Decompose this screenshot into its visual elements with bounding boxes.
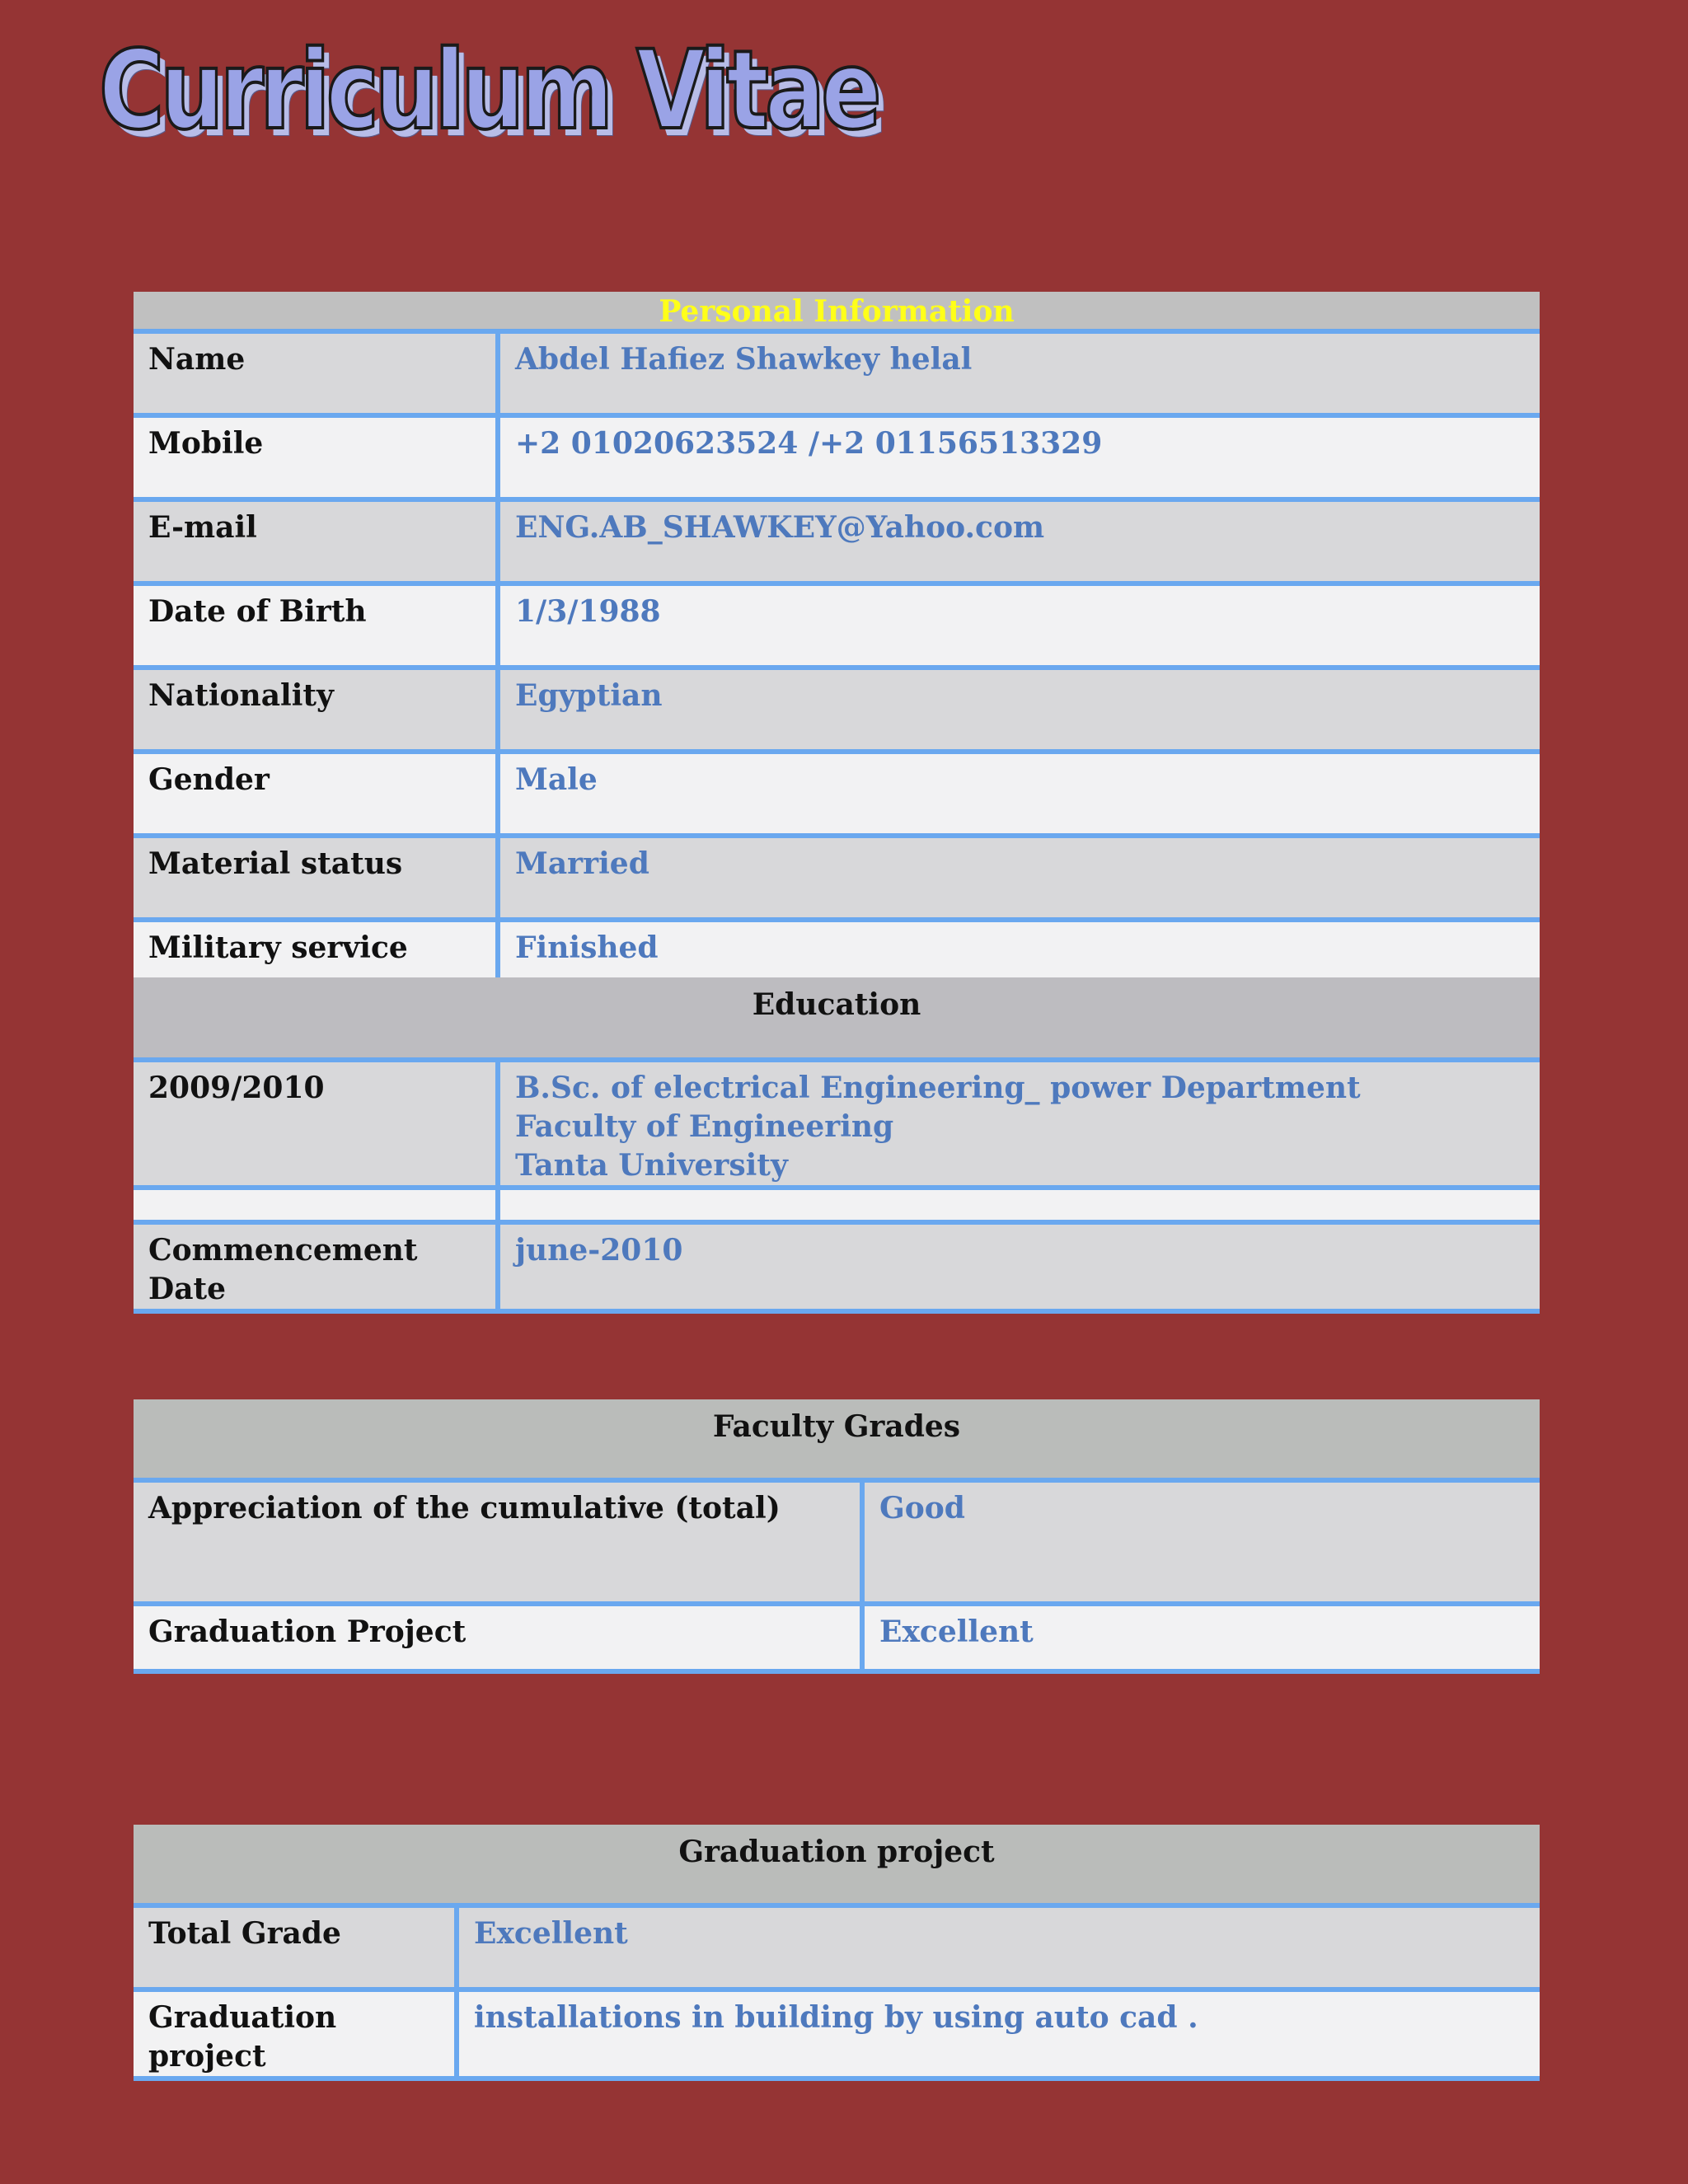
info-row-gender bbox=[134, 752, 1540, 836]
personal-information-header bbox=[134, 292, 1540, 331]
total-grade-value: Excellent bbox=[457, 1905, 1540, 1990]
degree-line: B.Sc. of electrical Engineering_ power Department bbox=[515, 1071, 1361, 1105]
military-service-label: Military service bbox=[134, 920, 498, 977]
grades-row-cumulative bbox=[134, 1480, 1540, 1604]
spacer-value-cell bbox=[498, 1188, 1540, 1222]
project-description-label: Graduation project bbox=[134, 1990, 457, 2079]
name-label: Name bbox=[134, 331, 498, 415]
project-row-total-grade bbox=[134, 1905, 1540, 1990]
graduation-project-grade-label: Graduation Project bbox=[134, 1604, 862, 1671]
project-description-value: installations in building by using auto cad . bbox=[457, 1990, 1540, 2079]
total-grade-label: Total Grade bbox=[134, 1905, 457, 1990]
university-line: Tanta University bbox=[515, 1148, 788, 1183]
commencement-row bbox=[134, 1222, 1540, 1311]
mobile-value: +2 01020623524 /+2 01156513329 bbox=[498, 415, 1540, 499]
cumulative-label: Appreciation of the cumulative (total) bbox=[134, 1480, 862, 1604]
faculty-line: Faculty of Engineering bbox=[515, 1109, 894, 1144]
grades-row-graduation-project bbox=[134, 1604, 1540, 1671]
graduation-project-header bbox=[134, 1825, 1540, 1905]
education-spacer-row bbox=[134, 1188, 1540, 1222]
commencement-value: june-2010 bbox=[498, 1222, 1540, 1311]
email-label: E-mail bbox=[134, 499, 498, 583]
education-heading: Education bbox=[134, 977, 1540, 1060]
info-row-email bbox=[134, 499, 1540, 583]
name-value: Abdel Hafiez Shawkey helal bbox=[498, 331, 1540, 415]
mobile-label: Mobile bbox=[134, 415, 498, 499]
nationality-value: Egyptian bbox=[498, 668, 1540, 752]
cv-title: Curriculum Vitae bbox=[99, 27, 878, 154]
info-row-nationality bbox=[134, 668, 1540, 752]
info-row-date-of-birth bbox=[134, 583, 1540, 668]
personal-information-heading: Personal Information bbox=[134, 292, 1540, 331]
faculty-grades-header bbox=[134, 1399, 1540, 1480]
info-row-military-service bbox=[134, 920, 1540, 977]
graduation-project-heading: Graduation project bbox=[134, 1825, 1540, 1905]
cumulative-value: Good bbox=[862, 1480, 1540, 1604]
education-year: 2009/2010 bbox=[134, 1060, 498, 1188]
date-of-birth-value: 1/3/1988 bbox=[498, 583, 1540, 668]
personal-information-table bbox=[134, 292, 1540, 1314]
date-of-birth-label: Date of Birth bbox=[134, 583, 498, 668]
faculty-grades-table bbox=[134, 1399, 1540, 1674]
graduation-project-table bbox=[134, 1825, 1540, 2081]
spacer-label-cell bbox=[134, 1188, 498, 1222]
info-row-mobile bbox=[134, 415, 1540, 499]
gender-label: Gender bbox=[134, 752, 498, 836]
email-value: ENG.AB_SHAWKEY@Yahoo.com bbox=[498, 499, 1540, 583]
info-row-name bbox=[134, 331, 1540, 415]
faculty-grades-heading: Faculty Grades bbox=[134, 1399, 1540, 1480]
education-degree bbox=[498, 1060, 1540, 1188]
education-row bbox=[134, 1060, 1540, 1188]
info-row-material-status bbox=[134, 836, 1540, 920]
gender-value: Male bbox=[498, 752, 1540, 836]
material-status-label: Material status bbox=[134, 836, 498, 920]
commencement-label: Commencement Date bbox=[134, 1222, 498, 1311]
nationality-label: Nationality bbox=[134, 668, 498, 752]
material-status-value: Married bbox=[498, 836, 1540, 920]
military-service-value: Finished bbox=[498, 920, 1540, 977]
project-row-description bbox=[134, 1990, 1540, 2079]
education-header bbox=[134, 977, 1540, 1060]
graduation-project-grade-value: Excellent bbox=[862, 1604, 1540, 1671]
